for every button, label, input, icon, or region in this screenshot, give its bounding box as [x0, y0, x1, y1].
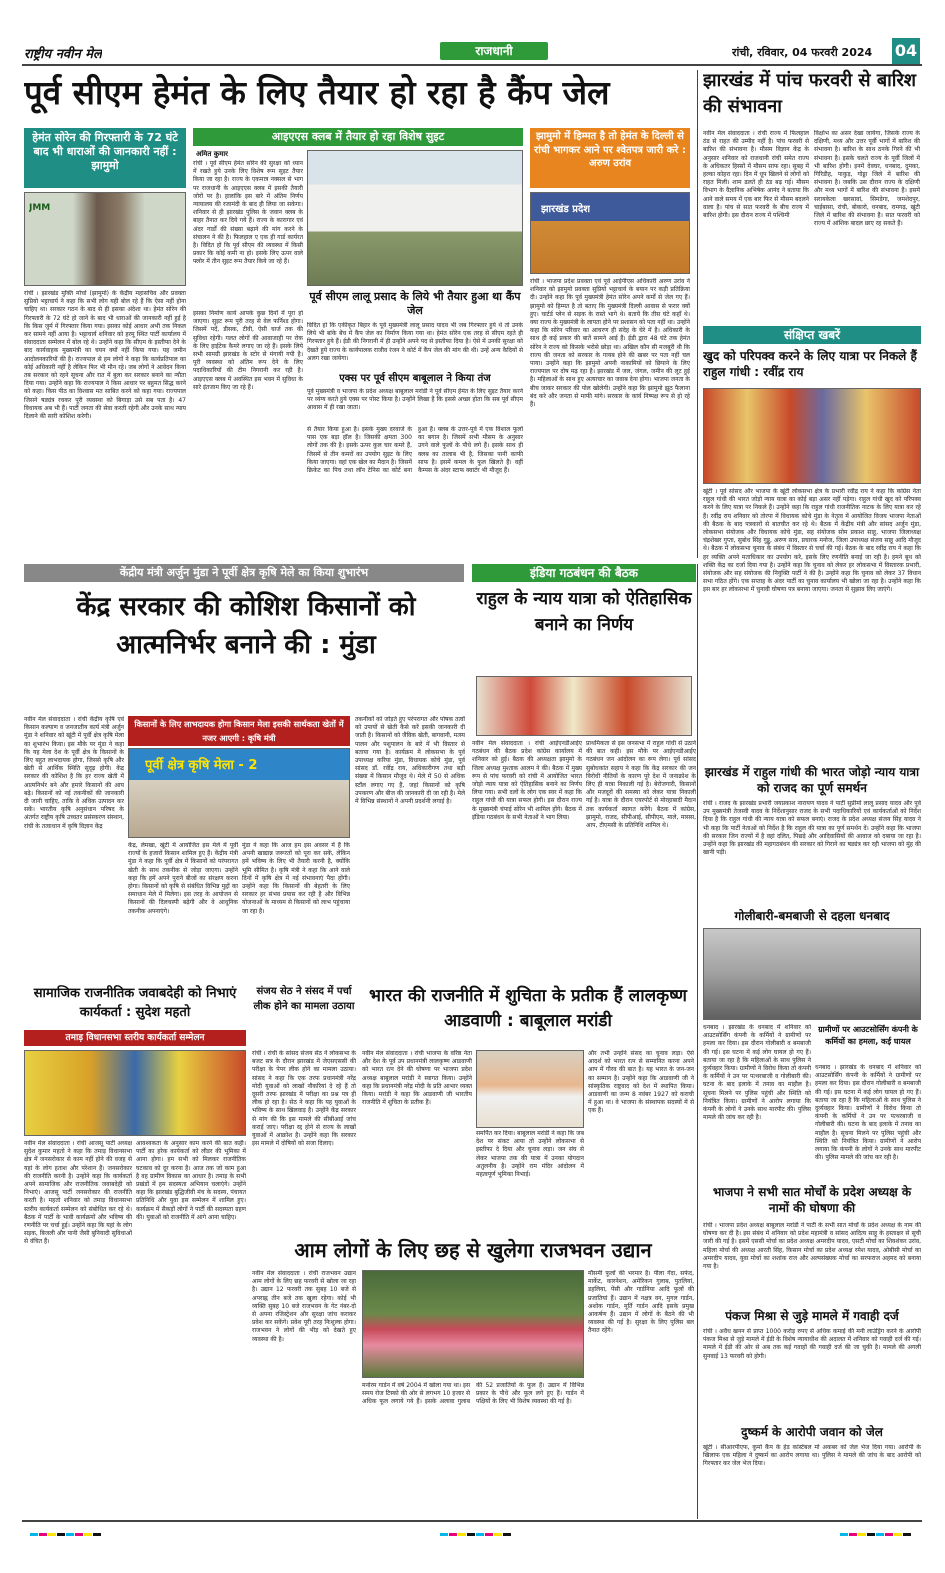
india-headline: राहुल के न्याय यात्रा को ऐतिहासिक बनाने का निर्णय — [476, 589, 692, 635]
sudesh-bar: तमाड़ विधानसभा स्तरीय कार्यकर्ता सम्मेलन — [24, 1030, 246, 1046]
dhanbad-photo — [703, 928, 921, 1020]
weather-body-1: नवीन मेल संवाददाता । रांची राज्य में फिलहाल ठंड से राहत की उम्मीद नहीं है। पांच फरवरी से बारिश की संभावना है। मौसम विज्ञान केंद्र के अनुसार शनिवार को राजधानी रांची समेत राज्य के अधिकतर हिस्सों में मौसम साफ रहा। सुबह में हल्का कोहरा रहा। दिन में धूप खिलने से लोगों को राहत मिली। शाम ढलते ही ठंड बढ़ गई। मौसम विभाग के वैज्ञानिक अभिषेक आनंद ने बताया कि आने वाले समय में एक बार फिर से मौसम बदलने वाला है। पांच से सात फरवरी के बीच राज्य में बारिश होगी। इस दौरान राज्य में पश्चिमी — [703, 130, 809, 220]
color-swatch — [39, 1533, 47, 1536]
advani-headline: भारत की राजनीति में शुचिता के प्रतीक हैं लालकृष्ण आडवाणी : बाबूलाल मरांडी — [369, 986, 687, 1031]
footer-rule — [22, 1520, 922, 1522]
advani-body-2: समर्पित कर दिया। बाबूलाल मरांडी ने कहा कि जब देश पर संकट आया तो उन्होंने लोकसभा से इस्तीफा दे दिया और चुनाव लड़ा। जन संघ से लेकर भाजपा तक की यात्रा में उनका योगदान अतुलनीय है। उन्होंने राम मंदिर आंदोलन में महत्वपूर्ण भूमिका निभाई। — [476, 1130, 584, 1179]
briefs-headline: खुद को परिपक्व करने के लिए यात्रा पर निकले हैं राहुल गांधी : रवींद्र राय — [703, 349, 917, 379]
weather-headline: झारखंड में पांच फरवरी से बारिश की संभावना — [703, 70, 917, 117]
color-swatch — [894, 1533, 902, 1536]
suite-body-4: पूर्व मुख्यमंत्री व भाजपा के प्रदेश अध्यक्ष बाबूलाल मरांडी ने पूर्व सीएम हेमंत के लिए सुइट तैयार करने पर व्यंग्य करते हुये एक्स पर पोस्ट किया है। उन्होंने लिखा है कि इससे अच्छा होता कि सब पूर्व सीएम आवास में ही रखा जाता। — [307, 388, 523, 412]
color-swatch — [48, 1533, 56, 1536]
weather-body-2: विक्षोभ का असर देखा जायेगा, जिसके राज्य के दक्षिणी, मध्य और उत्तर पूर्वी भागों में बारिश की संभावना है। बारिश के साथ ठनके गिरने की भी संभावना है। इसके चलते राज्य के पूर्वी जिलों में भी बारिश होगी। इनमें देवघर, धनबाद, दुमका, गिरिडीह, पाकुड़, गोड्डा जिले में बारिश की संभावना है। जबकि उस दौरान राज्य के दक्षिणी और मध्य भागों में बारिश की संभावना है। इसमें सरायकेला खरसावां, सिमडेगा, जमशेदपुर, चाईबासा, रांची, बोकारो, धनबाद, रामगढ़, खूंटी जिले में बारिश की संभावना है। सात फरवरी को राज्य में आंशिक बादल छाए रह सकते हैं। — [814, 130, 920, 228]
sanjay-body: रांची । रांची के सांसद संजय सेठ ने लोकसभा के बजट सत्र के दौरान झारखंड में जेएसएससी की परीक्षा के पेपर लीक होने का मामला उठाया। सांसद ने कहा कि एक तरफ प्रधानमंत्री नरेंद्र मोदी युवाओं को लाखों नौकरियां दे रहे हैं तो दूसरी तरफ झारखंड में परीक्षा का प्रश्न पत्र ही लीक हो रहा है। सेठ ने कहा कि यह युवाओं के भविष्य के साथ खिलवाड़ है। उन्होंने केंद्र सरकार से मांग की कि इस मामले की सीबीआई जांच कराई जाए। परीक्षा रद्द होने से राज्य के लाखों युवाओं में आक्रोश है। उन्होंने कहा कि सरकार इस मामले में दोषियों को सजा दिलाए। — [252, 1050, 356, 1148]
color-swatch — [876, 1533, 884, 1536]
column-rule-right-lower — [697, 564, 698, 1519]
morcha-headline: भाजपा ने सभी सात मोर्चों के प्रदेश अध्यक्ष के नामों की घोषणा की — [712, 1185, 912, 1215]
rajbhavan-photo — [362, 1270, 584, 1378]
jmm-photo: JMM — [24, 192, 186, 286]
sanjay-headline: संजय सेठ ने संसद में पर्चा लीक होने का मामला उठाया — [253, 986, 355, 1012]
masthead — [22, 38, 922, 64]
suite-caption: पूर्व सीएम लालू प्रसाद के लिये भी तैयार हुआ था कैंप जेल — [309, 290, 521, 317]
arun-photo: झारखंड प्रदेश — [530, 192, 690, 274]
page-number: 04 — [892, 38, 920, 64]
color-swatch — [840, 1533, 848, 1536]
color-swatch — [93, 1533, 101, 1536]
munda-body-3: मुंडा ने कहा कि आज हम इस अवसर में हैं कि अपनी खाद्यान्न जरूरतों को पूरा कर सकें, लेकिन हमें भविष्य के लिए भी तैयारी करनी है, क्योंकि भूमि सीमित है। कृषि मंत्री ने कहा कि आने वाले दिनों में कृषि क्षेत्र में नई संभावनाएं पैदा होंगी। उन्होंने कहा कि किसानों की बेहतरी के लिए सरकार हर संभव प्रयास कर रही है और विभिन्न योजनाओं के माध्यम से किसानों को लाभ पहुंचाया जा रहा है। — [242, 842, 350, 915]
color-swatch — [57, 1533, 65, 1536]
sudesh-body-1: नवीन मेल संवाददाता । रांची आजसू पार्टी अध्यक्ष सुदेश कुमार महतो ने कहा कि तमाड़ विधानसभा क्षेत्र में जनसरोकार से काम नहीं होने की वजह से यहां के लोग हताश और परेशान हैं। जनसरोकार की राजनीति करनी है। उन्होंने कहा कि कार्यकर्ता अपने सामाजिक और राजनीतिक जवाबदेही को निभाएं। आजसू पार्टी जनसरोकार की राजनीति करती है। महतो शनिवार को तमाड़ विधानसभा स्तरीय कार्यकर्ता सम्मेलन को संबोधित कर रहे थे। बैठक में पार्टी के भावी कार्यक्रमों और भविष्य की रणनीति पर चर्चा हुई। उन्होंने कहा कि यहां के लोग सड़क, बिजली और पानी जैसी बुनियादी सुविधाओं से वंचित हैं। — [24, 1140, 132, 1246]
color-swatch — [84, 1533, 92, 1536]
color-swatch — [449, 1533, 457, 1536]
color-swatch — [476, 1533, 484, 1536]
advani-body-3: और तभी उन्होंने संसद का चुनाव लड़ा। ऐसे आदर्श को भारत रत्न से सम्मानित करना अपने आप में गौरव की बात है। यह भारत के जन-जन का सम्मान है। उन्होंने कहा कि आडवाणी जी ने सांस्कृतिक राष्ट्रवाद को देश में स्थापित किया। आडवाणी का जन्म 8 नवंबर 1927 को कराची में हुआ था। वे भाजपा के संस्थापक सदस्यों में से एक हैं। — [588, 1050, 694, 1115]
lead-headline: पूर्व सीएम हेमंत के लिए तैयार हो रहा है कैंप जेल — [24, 73, 610, 112]
dhanbad-headline: गोलीबारी-बमबाजी से दहला धनबाद — [734, 909, 890, 923]
color-swatches-middle — [440, 1526, 520, 1536]
rape-body: खूंटी । सीआरपीएफ, कुर्मा कैंप के हेड कांस्टेबल मो अकबर को जेल भेज दिया गया। आरोपी के खिलाफ एक महिला ने दुष्कर्म का आरोप लगाया था। पुलिस ने मामले की जांच के बाद आरोपी को गिरफ्तार कर जेल भेज दिया। — [703, 1444, 921, 1468]
pankaj-body: रांची । अवैध खनन से प्राप्त 1000 करोड़ रुपए से अधिक कमाई की मनी लाउंड्रिंग करने के आरोपी पंकज मिश्रा से जुड़े मामले में ईडी के विशेष न्यायाधीश की अदालत में शनिवार को गवाही दर्ज की गई। मामले में ईडी की ओर से अब तक कई गवाहों की गवाही दर्ज की जा चुकी है। मामले की अगली सुनवाई 13 फरवरी को होगी। — [703, 1328, 921, 1360]
rape-headline: दुष्कर्म के आरोपी जवान को जेल — [741, 1425, 883, 1439]
briefs-photo — [703, 388, 921, 484]
color-swatch — [30, 1533, 38, 1536]
india-body-1: नवीन मेल संवाददाता । रांची आईएनडीआईए गठबंधन की बैठक प्रदेश कांग्रेस कार्यालय में शनिवार को हुई। बैठक की अध्यक्षता झामुमो के जिला अध्यक्ष मुश्ताक आलम ने की। बैठक में मुख्य रूप से पांच फरवरी को रांची में आयोजित भारत जोड़ो न्याय यात्रा को ऐतिहासिक बनाने का निर्णय लिया गया। सभी दलों के लोग एक स्वर में कहा कि राहुल गांधी की यात्रा सफल होगी। इस दौरान राज्य के मुख्यमंत्री चंपाई सोरेन भी शामिल होंगे। बैठक में इंडिया गठबंधन के सभी नेताओं ने भाग लिया। — [472, 740, 582, 821]
section-tag: राजधानी — [440, 42, 548, 60]
munda-subhead: किसानों के लिए लाभदायक होगा किसान मेला इसकी सार्थकता खेतों में नजर आएगी : कृषि मंत्री — [128, 716, 350, 746]
advani-body-1: नवीन मेल संवाददाता । रांची भाजपा के वरिष्ठ नेता और देश के पूर्व उप प्रधानमंत्री लालकृष्ण आडवाणी को भारत रत्न देने की घोषणा पर भाजपा प्रदेश अध्यक्ष बाबूलाल मरांडी ने स्वागत किया। उन्होंने कहा कि प्रधानमंत्री नरेंद्र मोदी के प्रति आभार व्यक्त किया। मरांडी ने कहा कि आडवाणी जी भारतीय राजनीति में शुचिता के प्रतीक हैं। — [362, 1050, 472, 1107]
color-swatch — [849, 1533, 857, 1536]
color-swatch — [467, 1533, 475, 1536]
sudesh-body-2: आवश्यकता के अनुसार काम करने की बात कही। पार्टी का हरेक कार्यकर्ता को लीडर की भूमिका में आना होगा। हम सभी को मिलकर राजनीतिक घटकाव को दूर करना है। आज तक जो काम हुआ है वह ग्रामीण विकास का आधार है। तमाड़ के सभी प्रखंडों में हम सदस्यता अभियान चलाएंगे। उन्होंने कहा कि झारखंड बुद्धिजीवी मंच के सदस्य, पंचायत प्रतिनिधि और युवा इस सम्मेलन में शामिल हुए। कार्यक्रम में सैकड़ों लोगों ने पार्टी की सदस्यता ग्रहण की। युवाओं को राजनीति में आगे आना चाहिए। — [136, 1140, 246, 1221]
sudesh-headline: सामाजिक राजनीतिक जवाबदेही को निभाएं कार्यकर्ता : सुदेश महतो — [33, 986, 237, 1020]
munda-body-2: केंद्र, लेमखा, खूंटी में आयोजित इस मेले में पूर्वी राज्यों के हजारों किसान शामिल हुए हैं। केंद्रीय मंत्री मुंडा ने कहा कि पूर्वी क्षेत्र में किसानों को परंपरागत खेती के साथ तकनीक से जोड़ा जाएगा। उन्होंने कहा कि हमें अपने पुराने बीजों का संरक्षण करना होगा। किसानों को कृषि से संबंधित विभिन्न मुद्दों का समाधान मेले में मिलेगा। इस तरह के आयोजन से किसानों की दिलचस्पी बढ़ेगी और वे आधुनिक तकनीक अपनाएंगे। — [128, 842, 238, 915]
rajbhavan-body-1: नवीन मेल संवाददाता । रांची राजभवन उद्यान आम लोगों के लिए छह फरवरी से खोला जा रहा है। उद्यान 12 फरवरी तक सुबह 10 बजे से अपराह्न तीन बजे तक खुला रहेगा। कोई भी व्यक्ति सुबह 10 बजे राजभवन के गेट नंबर-दो से अपना रजिस्ट्रेशन और सुरक्षा जांच कराकर प्रवेश कर सकेंगे। प्रवेश पूरी तरह निःशुल्क होगा। राजभवन ने लोगों की भीड़ को देखते हुए व्यवस्था की है। — [252, 1270, 356, 1343]
dhanbad-body: धनबाद । झारखंड के धनबाद में शनिवार को आउटसोर्सिंग कंपनी के कर्मियों ने ग्रामीणों पर हमला कर दिया। इस दौरान गोलीबारी व बमबाजी की गई। इस घटना में कई लोग घायल हो गए हैं। बताया जा रहा है कि महिलाओं के साथ पुलिस ने दुर्व्यवहार किया। ग्रामीणों ने विरोध किया तो कंपनी के कर्मियों ने उन पर पत्थरबाजी व गोलीबारी की। घटना के बाद इलाके में तनाव का माहौल है। सूचना मिलने पर पुलिस पहुंची और स्थिति को नियंत्रित किया। ग्रामीणों ने आरोप लगाया कि कंपनी के लोगों ने उनके साथ मारपीट की। पुलिस मामले की जांच कर रही है। — [703, 1024, 811, 1122]
briefs-bar: संक्षिप्त खबरें — [703, 326, 921, 344]
suite-body-2: इसका निर्माण कार्य आपके कुछ दिनों में पूरा हो जाएगा। सुइट रूम पूरी तरह से वेल फर्निश्ड होगा। जिसमें पर्दे, डीसक, टीवी, ऐसी चार्ज तक की सुविधा रहेगी। गलत लोगों की आवाजाही पर रोक के लिए हाईटेक कैमरे लगाए जा रहे हैं। इसके लिये सभी सामग्री झारखंड के स्टोर से मंगायी गयी है। पूरी व्यवस्था को अंतिम रूप देने के लिए पदाधिकारियों की टीम निगरानी कर रही है। आइएएस क्लब में अवस्थित इस भवन में सुविधा के सारे इंतजाम किए जा रहे हैं। — [193, 310, 303, 391]
suite-body-5: से तैयार किया हुआ है। इसके मुख्य दरवाजे के पास एक बड़ा हॉल है। जिसकी क्षमता 300 लोगों तक की है। इसके ऊपर कुल चार कमरे हैं, जिसमें से तीन कमरों का उपयोग सुइट के लिए किया जाएगा। वहां एक खेल का मैदान है। जिसमें क्रिकेट का पिच तथा लॉन टेनिस का कोर्ट बना हुआ है। क्लब के उत्तर-पूर्व में एक विशाल फूलों का बगान है। जिसमें सभी मौसम के अनुसार उगने वाले फूलों के पौधे लगे हैं। इसके साथ ही क्लब का तालाब भी है, जिसका पानी काफी साफ है। इसमें कमल के फूल खिलते हैं। वहीं कैम्पस के अंदर स्टाफ क्वार्टर भी मौजूद हैं। — [307, 426, 523, 475]
color-swatch — [858, 1533, 866, 1536]
rajbhavan-body-2: मनोरम गार्डन में वर्ष 2004 में खोला गया था। इस समय रोज टिस्को की ओर से लगभग 10 हजार से अधिक फूल लगाये गये हैं। इसके अलावा गुलाब की 52 प्रजातियों के फूल हैं। उद्यान में विभिन्न प्रकार के पौधे और फूल लगे हुए हैं। गार्डन में पक्षियों के लिए भी विशेष व्यवस्था की गई है। — [362, 1382, 584, 1406]
rjd-headline: झारखंड में राहुल गांधी की भारत जोड़ो न्याय यात्रा को राजद का पूर्ण समर्थन — [704, 765, 920, 795]
india-body-2: प्राथमिकता से इस जनसभा में राहुल गांधी से उठाने की बात कही। इस मौके पर आईएनडीआईए गठबंधन जन आंदोलन का रूप लेगा। पूर्व सांसद सुबोधकांत सहाय ने कहा कि केंद्र सरकार की जन विरोधी नीतियों के कारण पूरे देश में जनाक्रोश के लिए ही यात्रा निकाली गई है। बेरोजगारी, किसानों और मजदूरों की समस्या को लेकर यात्रा निकाली गई है। यात्रा के दौरान एयरपोर्ट से मोरहाबादी मैदान तक कार्यकर्ता स्वागत करेंगे। बैठक में कांग्रेस, झामुमो, राजद, सीपीआई, सीपीएम, माले, मासस, आप, टीएमसी के प्रतिनिधि शामिल थे। — [586, 740, 696, 830]
munda-bar: केंद्रीय मंत्री अर्जुन मुंडा ने पूर्वी क्षेत्र कृषि मेले का किया शुभारंभ — [24, 564, 464, 582]
dateline: रांची, रविवार, 04 फरवरी 2024 — [732, 46, 873, 59]
color-swatch — [66, 1533, 74, 1536]
morcha-body: रांची । भाजपा प्रदेश अध्यक्ष बाबूलाल मरांडी ने पार्टी के सभी सात मोर्चों के प्रदेश अध्यक्ष के नाम की घोषणा कर दी है। इस संबंध में शनिवार को प्रदेश महामंत्री व सांसद आदित्य साहू के हस्ताक्षर से सूची जारी की गई है। इसमें एससी मोर्चा का प्रदेश अध्यक्ष अमरदीप यादव, एसटी मोर्चा का शिवशंकर उरांव, महिला मोर्चा की अध्यक्ष आरती सिंह, किसान मोर्चा का प्रदेश अध्यक्ष रमेश यादव, ओबीसी मोर्चा का अमरदीप यादव, युवा मोर्चा का शशांक राज और अल्पसंख्यक मोर्चा का सरफराज अहमद को बनाया गया है। — [703, 1222, 921, 1271]
munda-photo: पूर्वी क्षेत्र कृषि मेला - 2 — [128, 748, 350, 838]
color-swatch — [503, 1533, 511, 1536]
color-swatch — [903, 1533, 911, 1536]
rjd-body: रांची । राजद के झारखंड प्रभारी जयप्रकाश नारायण यादव ने पार्टी सुप्रीमो लालू प्रसाद यादव और पूर्व उप मुख्यमंत्री तेजस्वी यादव के निर्देशानुसार राजद के सभी पदाधिकारियों एवं कार्यकर्ताओं को निर्देश दिया है कि राहुल गांधी की न्याय यात्रा को सफल बनाएं। राजद के प्रदेश अध्यक्ष संजय सिंह यादव ने भी कहा कि पार्टी नेताओं को निर्देश है कि राहुल की यात्रा का पूर्ण समर्थन दें। उन्होंने कहा कि भाजपा की सरकार जिन राज्यों में है वहां दलित, पिछड़े और आदिवासियों की आवाज को दबाया जा रहा है। उन्होंने कहा कि झारखंड की महागठबंधन की सरकार को गिराने का षड्यंत्र कर रही भाजपा को मुंह की खानी पड़ी। — [703, 800, 921, 857]
color-swatch — [75, 1533, 83, 1536]
arun-body: रांची । भाजपा प्रदेश प्रवक्ता एवं पूर्व आईपीएस अधिकारी अरुण उरांव ने शनिवार को झामुमो प्रवक्ता सुप्रियो भट्टाचार्य के बयान पर कड़ी प्रतिक्रिया दी। उन्होंने कहा कि पूर्व मुख्यमंत्री हेमंत सोरेन अपने कर्मों से जेल गए हैं। झामुमो को हिम्मत है तो बताए कि मुख्यमंत्री दिल्ली आवास से फरार क्यों हुए। चार्टर्ड प्लेन से सड़क के रास्ते भागे थे। बतायें कि तीस घंटे कहाँ थे। क्या राज्य के मुख्यमंत्री के लापता होने पर प्रशासन को पता नहीं था। उन्होंने कहा कि सोरेन परिवार का आचरण ही संदेह के घेरे में है। अधिकारी के साथ ही कई प्रकार की बातें सामने आई हैं। ईडी द्वारा 48 घंटे तक हेमंत सोरेन ने राज्य को किसके भरोसे छोड़ा था। अखिल कौन सी मजबूरी थी कि राज्य की जनता को सरकार के गायब होने की खबर पर पता नहीं चल पाया। उन्होंने कहा कि झामुमो अपनी नाकामियों को छिपाने के लिए राज्यपाल पर दोष मढ़ रहा है। झारखंड में जल, जंगल, जमीन की लूट हुई है। महिलाओं के साथ हुए अत्याचार का जवाब देना होगा। भाजपा जनता के बीच जाकर सरकार की पोल खोलेगी। उन्होंने कहा कि झामुमो झूठ फैलाना बंद करे और जनता से माफी मांगे। सरकार के कार्य निष्पक्ष रूप से हो रहे हैं। — [530, 278, 690, 409]
india-photo — [476, 676, 692, 736]
india-bar: इंडिया गठबंधन की बैठक — [472, 564, 696, 582]
color-swatch — [458, 1533, 466, 1536]
color-swatch — [494, 1533, 502, 1536]
arun-headline: झामुमो में हिम्मत है तो हेमंत के दिल्ली से रांची भागकर आने पर श्वेतपत्र जारी करे : अरुण उरांव — [530, 128, 690, 188]
suite-body-3: विदित हो कि एकीकृत बिहार के पूर्व मुख्यमंत्री लालू प्रसाद यादव भी जब गिरफ्तार हुये थे तो उनके लिये भी बांके बेंच में कैंप जेल का निर्माण किया गया था। हेमंत सोरेन एक तरह से सीएम रहते ही गिरफ्तार हुये हैं। ईडी की निगरानी में ही उन्होंने अपने पद से इस्तीफा दिया है। ऐसे में उनकी सुरक्षा को देखते हुये राज्य के कार्यपालक राजीव रंजन ने कोर्ट में कैंप जेल की मांग की थी। उन्हें अन्य कैदियों से अलग रखा जायेगा। — [307, 322, 523, 362]
column-rule-right — [697, 70, 698, 558]
rajbhavan-headline: आम लोगों के लिए छह से खुलेगा राजभवन उद्यान — [294, 1238, 652, 1262]
color-swatch — [867, 1533, 875, 1536]
color-swatches-left — [30, 1526, 110, 1536]
pankaj-headline: पंकज मिश्रा से जुड़े मामले में गवाही दर्ज — [725, 1309, 899, 1323]
suite-body-1: रांची । पूर्व सीएम हेमंत सोरेन की सुरक्षा को ध्यान में रखते हुये उनके लिए विशेष रूम सुइट तैयार किया जा रहा है। राज्य के एकमात्र नक्सल से भाग पर राजधानी के आइएएस क्लब में इसकी तैयारी जोरों पर है। हालांकि इस बारे में अंतिम निर्णय न्यायालय की रजामंदी के बाद ही लिया जा सकेगा। शनिवार से ही झारखंड पुलिस के जवान क्लब के बाहर तैनात कर दिये गये हैं। राज्य के कारागार एवं अंदर गार्डों की संख्या बढ़ाने की मांग करने के संचालन ने की है। फिलहाल ए एक ही गार्ड कार्यरत है। विदित हो कि पूर्व सीएम की व्यवस्था में किसी प्रकार कि कोई कमी ना हो। इसके लिए ऊपर वाले फ्लोर में तीन सुइट रूम तैयार किये जा रहे हैं। — [193, 160, 303, 266]
suite-bar: आइएएस क्लब में तैयार हो रहा विशेष सुइट — [193, 128, 523, 146]
suite-subhead: एक्स पर पूर्व सीएम बाबूलाल ने किया तंज — [339, 373, 491, 384]
masthead-rule — [22, 64, 922, 66]
munda-body-4: तकनीकों को जोड़ते हुए परंपरागत और पोषक तत्वों को उपायों से खेती कैसे करें इसकी जानकारी दी जाती है। किसानों को जैविक खेती, बागवानी, मत्स्य पालन और पशुपालन के बारे में भी विस्तार से बताया गया है। कार्यक्रम में लोकसभा के पूर्व उपाध्यक्ष करिया मुंडा, विधायक कोचे मुंडा, पूर्व सांसद डॉ. रवींद्र राय, अधिकारीगण तथा बड़ी संख्या में किसान मौजूद थे। मेले में 50 से अधिक स्टॉल लगाए गए हैं, जहां किसानों को कृषि उपकरण और बीज की जानकारी दी जा रही है। मेले में विभिन्न संस्थानों ने अपनी प्रदर्शनी लगाई है। — [355, 716, 465, 806]
footer-color-bar — [30, 1526, 920, 1538]
munda-body-1: नवीन मेल संवाददाता । रांची केंद्रीय कृषि एवं किसान कल्याण व जनजातीय कार्य मंत्री अर्जुन मुंडा ने शनिवार को खूंटी में पूर्वी क्षेत्र कृषि मेला का शुभारंभ किया। इस मौके पर मुंडा ने कहा कि यह मेला देश के पूर्वी क्षेत्र के किसानों के लिए बहुत लाभदायक होगा, जिससे कृषि और खेती से आर्थिक स्थिति सुदृढ़ होगी। केंद्र सरकार की कोशिश है कि हर राज्य खेती में आत्मनिर्भर बने और हमारे किसानों की आय बढ़े। किसानों को नई तकनीकों की जानकारी दी जानी चाहिए, ताकि वे अधिक उत्पादन कर सकें। भारतीय कृषि अनुसंधान परिषद के अंतर्गत राष्ट्रीय कृषि उच्चतर प्रसंस्करण संस्थान, रांची के तत्वाधान में कृषि विज्ञान केंद्र — [24, 716, 124, 830]
jmm-body: रांची । झारखंड मुक्ति मोर्चा (झामुमो) के केंद्रीय महासचिव और प्रवक्ता सुप्रियो भट्टाचार्य ने कहा कि सभी लोग यही बोल रहे हैं कि ऐसा नहीं होना चाहिए था। सरकार गठन के बाद से ही इसका अंदेशा था। हेमंत सोरेन की गिरफ्तारी के 72 घंटे हो जाने के बाद भी धाराओं की जानकारी नहीं हुई है कि किस जुर्म में गिरफ्तार किया गया। इसका कोई आधार अभी तक निकल कर सामने नहीं आया है। भट्टाचार्य शनिवार को हरमू स्थित पार्टी कार्यालय में संवाददाता सम्मेलन में बोल रहे थे। उन्होंने कहा कि सीएम के इस्तीफा देने के बाद कार्यवाहक मुख्यमंत्री का चयन क्यों नहीं किया गया। यह जमीन आदोलनकारियों की है। राज्यपाल से हम लोगों ने कहा कि कार्यप्रतिपाल का कोई अधिकारी नहीं है लेकिन फिर भी मौन रहे। जब लोगों ने आवेदन किया तब सरकार को रहने सूचना और रात में बुला कर सरकार बनाने का न्यौता दिया गया। उन्होंने कहा कि राज्यपाल ने किस आधार पर बहुमत सिद्ध करने को कहा। किस पीठ का विश्वास मत साबित करने को कहा गया। राज्यपाल जिसने षड्यंत्र रचकर पूरी व्यवस्था को बिगाड़ा उसे सब पता है। 47 विधायक अब भी हैं। पार्टी जनता की सेवा करती रहेगी और उनके साथ न्याय दिलाने की सारी कोशिश करेगी। — [24, 290, 186, 421]
color-swatch — [440, 1533, 448, 1536]
jmm-headline: हेमंत सोरेन की गिरफ्तारी के 72 घंटे बाद भी धाराओं की जानकारी नहीं : झामुमो — [24, 128, 186, 188]
briefs-body: खूंटी । पूर्व सांसद और भाजपा के खूंटी लोकसभा क्षेत्र के प्रभारी रवींद्र राय ने कहा कि कांग्रेस नेता राहुल गांधी की भारत जोड़ो न्याय यात्रा का कोई बड़ा असर नहीं पड़ेगा। राहुल गांधी खुद को परिपक्व करने के लिए यात्रा पर निकले हैं। उन्होंने कहा कि राहुल गांधी राजनीतिक नाटक के लिए यात्रा कर रहे हैं। रवींद्र राय शनिवार को तोरपा में विधायक कोचे मुंडा के नेतृत्व में आयोजित विजय भाजपा नेताओं की बैठक के बाद पत्रकारों से बातचीत कर रहे थे। बैठक में केंद्रीय मंत्री और सांसद अर्जुन मुंडा, लोकसभा संयोजक और विधायक कोचे मुंडा, सह संयोजक सोम प्रकाश साहू, भाजपा जिलाध्यक्ष चंद्रशेखर गुप्ता, सुबोध सिंह गुड्डू, अरुण साव, प्रचारक मनोज, जिला उपाध्यक्ष संजय साहू आदि मौजूद थे। बैठक में लोकसभा चुनाव के संबंध में विस्तार से चर्चा की गई। बैठक के बाद रवींद्र राय ने कहा कि हर व्यक्ति अपने मताधिकार का उपयोग करे, इसके लिए रणनीति बनाई जा रही है। हमने बूथ को शक्ति केंद्र का दर्जा दिया गया है। उन्होंने कहा कि चुनाव को लेकर हर लोकसभा में विस्तारक प्रभारी, संयोजक और सह संयोजक की नियुक्ति पार्टी ने की है। उन्होंने कहा कि चुनाव को लेकर 37 विधान सभा गठित होंगे। एक सप्ताह के अंदर पार्टी का चुनाव कार्यालय भी खोला जा रहा है। उन्होंने कहा कि इस बार हर लोकसभा में चुनावी घोषणा पत्र बनाया जाएगा। जनता से सुझाव लिए जाएंगे। — [703, 488, 921, 594]
suite-byline: अमित कुमार — [196, 150, 229, 158]
dhanbad-caption: ग्रामीणों पर आउटसोर्सिंग कंपनी के कर्मियों का हमला, कई घायल — [818, 1025, 918, 1046]
color-swatch — [485, 1533, 493, 1536]
sudesh-photo — [24, 1050, 246, 1136]
advani-photo — [476, 1050, 584, 1128]
suite-photo — [307, 150, 523, 286]
color-swatch — [885, 1533, 893, 1536]
brand-name: राष्ट्रीय नवीन मेल — [24, 47, 102, 62]
color-swatches-right — [840, 1526, 920, 1536]
dhanbad-body-cont: धनबाद । झारखंड के धनबाद में शनिवार को आउटसोर्सिंग कंपनी के कर्मियों ने ग्रामीणों पर हमला कर दिया। इस दौरान गोलीबारी व बमबाजी की गई। इस घटना में कई लोग घायल हो गए हैं। बताया जा रहा है कि महिलाओं के साथ पुलिस ने दुर्व्यवहार किया। ग्रामीणों ने विरोध किया तो कंपनी के कर्मियों ने उन पर पत्थरबाजी व गोलीबारी की। घटना के बाद इलाके में तनाव का माहौल है। सूचना मिलने पर पुलिस पहुंची और स्थिति को नियंत्रित किया। ग्रामीणों ने आरोप लगाया कि कंपनी के लोगों ने उनके साथ मारपीट की। पुलिस मामले की जांच कर रही है। — [815, 1064, 921, 1162]
rajbhavan-body-3: मौसमी फूलों की भरमार है। पीला गेंदा, सफेद, मार्केट, कारनेशन, अमेरिकन गुलाब, पुतलियां, डहलिया, पेंसी और गार्डनिया आदि फूलों की प्रजातियां हैं। उद्यान में नक्षत्र वन, मुगल गार्डन, अशोक गार्डन, मूर्ति गार्डन आदि इसके प्रमुख आकर्षण हैं। उद्यान में लोगों के बैठने की भी व्यवस्था की गई है। सुरक्षा के लिए पुलिस बल तैनात रहेंगे। — [588, 1270, 694, 1335]
munda-headline: केंद्र सरकार की कोशिश किसानों को आत्मनिर्भर बनाने की : मुंडा — [76, 592, 416, 660]
